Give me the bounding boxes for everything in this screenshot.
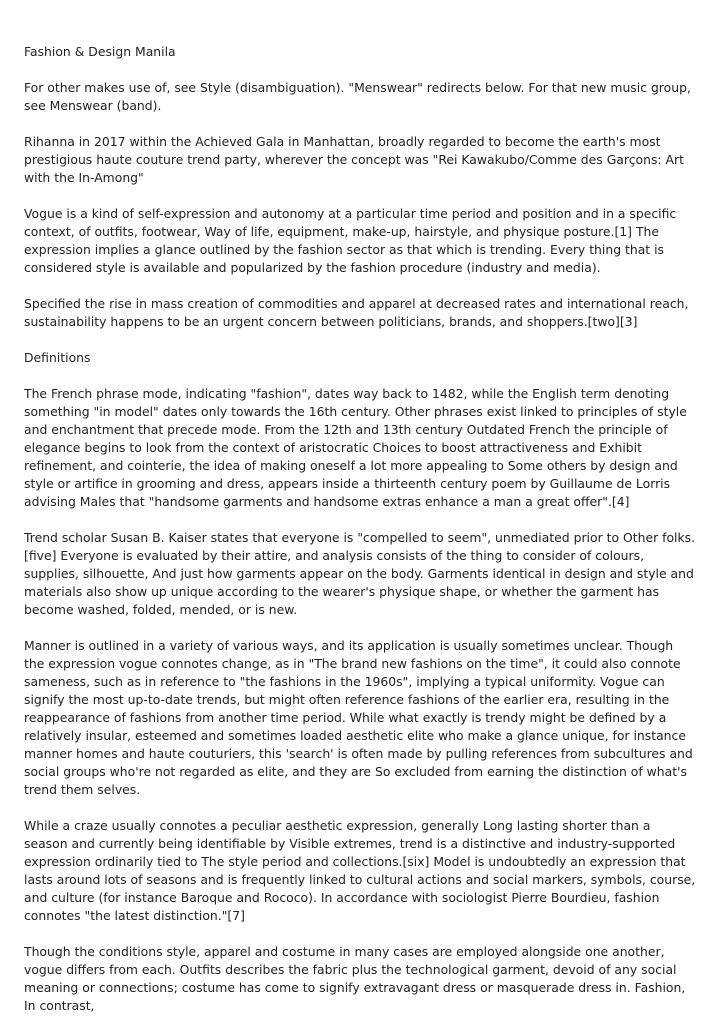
document-title: Fashion & Design Manila	[24, 44, 176, 59]
section-heading-definitions: Definitions	[24, 350, 91, 365]
paragraph-conditions-style: Though the conditions style, apparel and costume in many cases are employed alongside one another, vogue differs from each. Outfits describes the fabric plus the technological garment, devoid of any social meaning or connections; costume has come to signify extravagant dress or masquerade dress in. Fashion, In contrast,	[24, 944, 686, 1013]
document-page	[24, 43, 696, 1033]
paragraph-kaiser: Trend scholar Susan B. Kaiser states that everyone is "compelled to seem", unmediated prior to Other folks.[five] Everyone is evaluated by their attire, and analysis consists of the thing to consider of colours, supplies, silhouette, And just how garments appear on the body. Garments identical in design and style and materials also show up unique according to the wearer's physique shape, or whether the garment has become washed, folded, mended, or is new.	[24, 530, 696, 617]
paragraph-disambiguation: For other makes use of, see Style (disambiguation). "Menswear" redirects below. For that new music group, see Menswear (band).	[24, 80, 691, 113]
paragraph-vogue-definition: Vogue is a kind of self-expression and autonomy at a particular time period and position and in a specific context, of outfits, footwear, Way of life, equipment, make-up, hairstyle, and physique posture.[1] The expression implies a glance outlined by the fashion sector as that which is trending. Every thing that is considered style is available and popularized by the fashion procedure (industry and media).	[24, 206, 677, 275]
paragraph-rihanna-caption: Rihanna in 2017 within the Achieved Gala in Manhattan, broadly regarded to become the earth's most prestigious haute couture trend party, wherever the concept was "Rei Kawakubo/Comme des Garçons: Art with the In-Among"	[24, 134, 684, 185]
paragraph-sustainability: Specified the rise in mass creation of commodities and apparel at decreased rates and international reach, sustainability happens to be an urgent concern between politicians, brands, and shoppers.[two][3]	[24, 296, 689, 329]
paragraph-manner-outlined: Manner is outlined in a variety of various ways, and its application is usually sometimes unclear. Though the expression vogue connotes change, as in "The brand new fashions on the time", it could also connote sameness, such as in reference to "the fashions in the 1960s", implying a typical uniformity. Vogue can signify the most up-to-date trends, but might often reference fashions of the earlier era, resulting in the reappearance of fashions from another time period. While what exactly is trendy might be defined by a relatively insular, esteemed and sometimes loaded aesthetic elite who make a glance unique, for instance manner homes and haute couturiers, this 'search' is often made by pulling references from subcultures and social groups who're not regarded as elite, and they are So excluded from earning the distinction of what's trend them selves.	[24, 638, 693, 797]
paragraph-craze: While a craze usually connotes a peculiar aesthetic expression, generally Long lasting shorter than a season and currently being identifiable by Visible extremes, trend is a distinctive and industry-supported expression ordinarily tied to The style period and collections.[six] Model is undoubtedly an expression that lasts around lots of seasons and is frequently linked to cultural actions and social markers, symbols, course, and culture (for instance Baroque and Rococo). In accordance with sociologist Pierre Bourdieu, fashion connotes "the latest distinction."[7]	[24, 818, 696, 923]
paragraph-french-mode: The French phrase mode, indicating "fashion", dates way back to 1482, while the English term denoting something "in model" dates only towards the 16th century. Other phrases exist linked to principles of style and enchantment that precede mode. From the 12th and 13th century Outdated French the principle of elegance begins to look from the context of aristocratic Choices to boost attractiveness and Exhibit refinement, and cointerie, the idea of making oneself a lot more appealing to Some others by design and style or artifice in grooming and dress, appears inside a thirteenth century poem by Guillaume de Lorris advising Males that "handsome garments and handsome extras enhance a man a great offer".[4]	[24, 386, 687, 509]
